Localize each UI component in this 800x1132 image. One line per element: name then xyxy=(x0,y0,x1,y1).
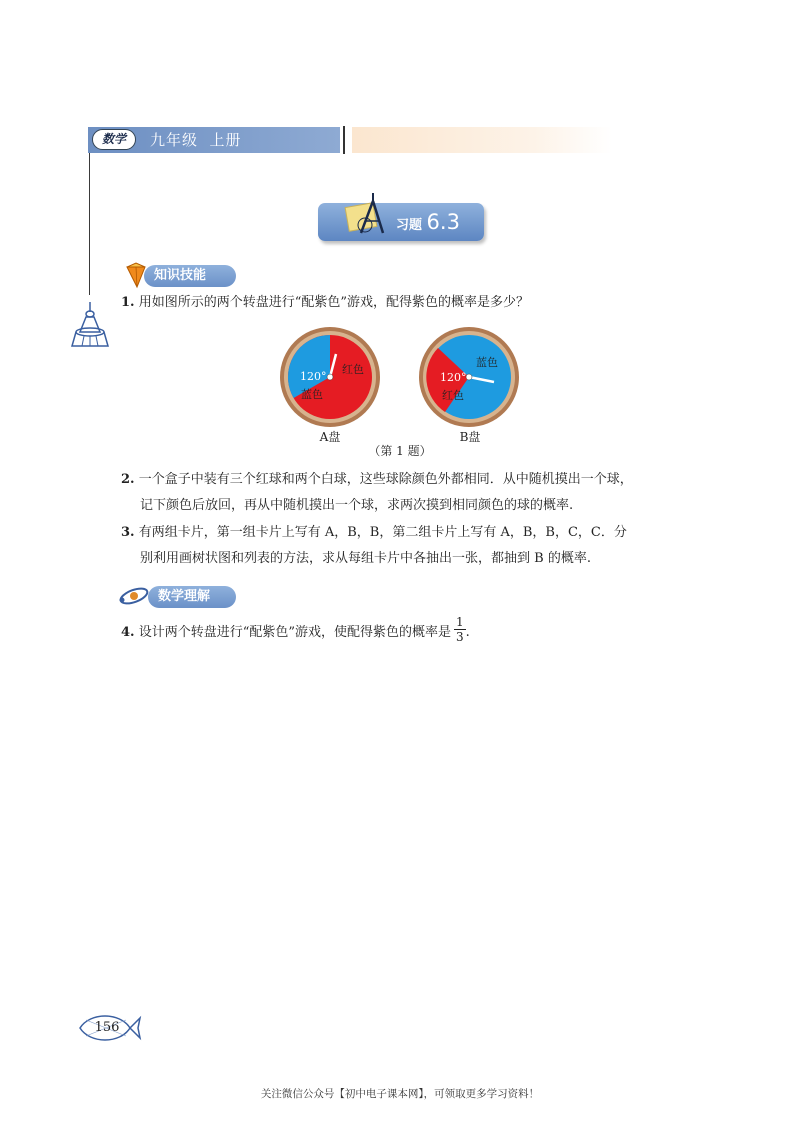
question-1 xyxy=(121,290,529,316)
spinner-b-red-label: 红色 xyxy=(442,389,464,402)
question-text: 有两组卡片，第一组卡片上写有 A，B，B，第二组卡片上写有 A，B，B，C，C．分 xyxy=(138,525,627,540)
question-text: 设计两个转盘进行“配紫色”游戏，使配得紫色的概率是 xyxy=(138,625,452,640)
fraction-denominator: 3 xyxy=(456,630,464,644)
question-3-line-2: 别利用画树状图和列表的方法，求从每组卡片中各抽出一张，都抽到 B 的概率. xyxy=(140,551,591,566)
tower-icon xyxy=(70,302,110,350)
spinner-b-caption: B盘 xyxy=(459,430,481,444)
exercise-prefix: 习题 xyxy=(396,218,423,233)
subject-badge: 数学 xyxy=(92,129,136,150)
spinner-b-blue-label: 蓝色 xyxy=(476,356,498,369)
fraction-numerator: 1 xyxy=(456,615,464,629)
header-decoration xyxy=(352,127,612,153)
spinner-a-caption: A盘 xyxy=(319,430,341,444)
question-end: . xyxy=(465,625,470,640)
book-title: 九年级 上册 xyxy=(150,131,242,149)
section-tag-skills: 知识技能 xyxy=(144,265,236,287)
question-number: 4. xyxy=(121,625,135,640)
orbit-icon xyxy=(118,584,150,608)
question-number: 3. xyxy=(121,525,135,540)
header-divider xyxy=(343,126,345,154)
section-tag-understanding: 数学理解 xyxy=(148,586,236,608)
question-text: 一个盒子中装有三个红球和两个白球，这些球除颜色外都相同．从中随机摸出一个球， xyxy=(138,472,633,487)
spinner-b xyxy=(418,326,520,428)
question-number: 2. xyxy=(121,472,135,487)
question-2 xyxy=(121,467,633,493)
spinner-a-red-label: 红色 xyxy=(342,363,364,376)
fraction xyxy=(454,615,466,644)
figure-caption: （第 1 题） xyxy=(368,444,432,458)
footer-note: 关注微信公众号【初中电子课本网】，可领取更多学习资料！ xyxy=(260,1088,540,1100)
compass-note-icon xyxy=(343,193,389,241)
question-number: 1. xyxy=(121,295,135,310)
spinner-a xyxy=(279,326,381,428)
question-3 xyxy=(121,520,627,546)
question-text: 用如图所示的两个转盘进行“配紫色”游戏，配得紫色的概率是多少？ xyxy=(138,295,530,310)
question-4 xyxy=(121,615,470,646)
spinner-a-angle: 120° xyxy=(300,370,327,383)
spinner-b-angle: 120° xyxy=(440,371,467,384)
margin-line xyxy=(89,153,90,295)
exercise-title xyxy=(396,207,460,237)
question-2-line-2: 记下颜色后放回，再从中随机摸出一个球，求两次摸到相同颜色的球的概率. xyxy=(140,498,574,513)
exercise-number: 6.3 xyxy=(426,210,460,234)
spinner-a-blue-label: 蓝色 xyxy=(301,388,323,401)
page-number: 156 xyxy=(94,1020,120,1035)
